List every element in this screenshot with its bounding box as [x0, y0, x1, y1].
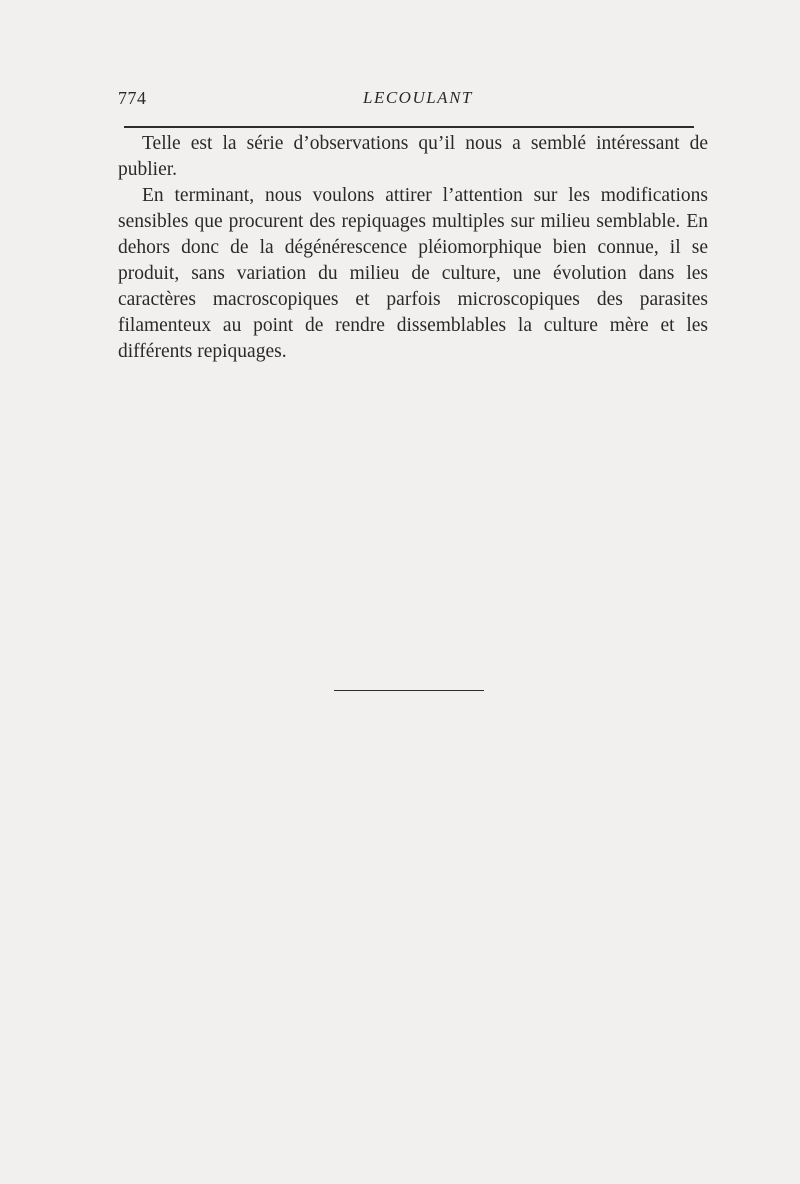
header-rule — [124, 126, 694, 128]
body-text — [118, 131, 708, 365]
page-number: 774 — [118, 88, 147, 108]
paragraph: Telle est la série d’observations qu’il nous a semblé intéressant de publier. — [118, 133, 708, 180]
end-rule — [334, 690, 484, 691]
running-head: LECOULANT — [363, 88, 473, 107]
page-header — [118, 88, 693, 116]
paragraph: En terminant, nous voulons attirer l’attention sur les modifications sensibles que procurent des repiquages multiples sur milieu semblable. En dehors donc de la dégénérescence pléiomorphique bien connue, il se produit, sans variation du milieu de culture, une évolution dans les caractères macroscopiques et parfois microscopiques des parasites filamenteux au point de rendre dissemblables la culture mère et les différents repiquages. — [118, 185, 708, 362]
